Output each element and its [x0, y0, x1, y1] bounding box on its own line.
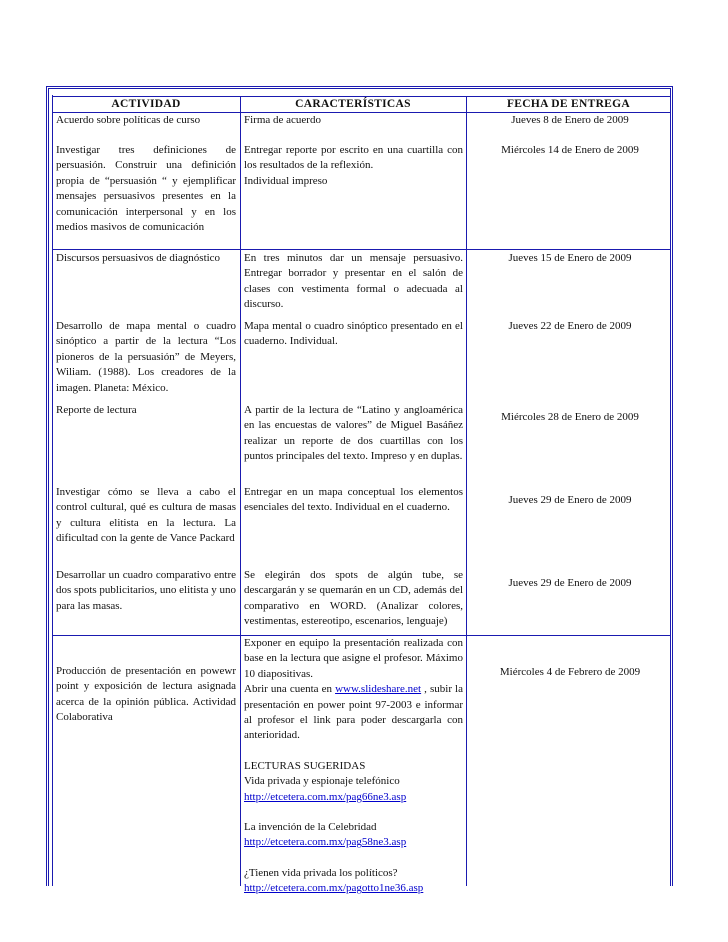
lectura-2-title: La invención de la Celebridad: [244, 821, 377, 834]
row-7-actividad: Desarrollar un cuadro comparativo entre dos spots publicitarios, uno elitista y uno para las masas.: [56, 569, 236, 612]
lectura-3-title: ¿Tienen vida privada los políticos?: [244, 866, 398, 879]
row-5-actividad: Reporte de lectura: [56, 404, 137, 416]
row-3-caracteristicas: En tres minutos dar un mensaje persuasivo. Entregar borrador y presentar en el salón de clases con vestimenta formal o adecuada al discurso.: [244, 252, 463, 311]
column-divider: [240, 96, 241, 886]
row-3-fecha: Jueves 15 de Enero de 2009: [508, 252, 632, 264]
row-8-fecha: Miércoles 4 de Febrero de 2009: [499, 666, 641, 678]
row-4-caracteristicas: Mapa mental o cuadro sinóptico presentado en el cuaderno. Individual.: [244, 320, 463, 348]
row-5-caracteristicas: A partir de la lectura de “Latino y angloamérica en las encuestas de valores” de Miguel Basáñez realizar un reporte de dos cuartillas con los puntos principales del texto. Impreso y en duplas.: [244, 404, 463, 463]
row-2-caracteristicas: [244, 143, 463, 189]
header-caracteristicas: CARACTERÍSTICAS: [295, 98, 411, 110]
row-1-actividad: Acuerdo sobre políticas de curso: [56, 114, 201, 126]
row-2-caracteristicas-text: Entregar reporte por escrito en una cuartilla con los resultados de la reflexión.: [244, 144, 463, 172]
row-8-exponer-text: Exponer en equipo la presentación realizada con base en la lectura que asigne el profesor. Máximo 10 diapositivas.: [244, 637, 463, 680]
header-fecha: FECHA DE ENTREGA: [506, 98, 630, 110]
header-actividad: ACTIVIDAD: [111, 98, 181, 110]
row-1-caracteristicas: Firma de acuerdo: [244, 114, 321, 126]
row-7-fecha: Jueves 29 de Enero de 2009: [508, 577, 632, 589]
row-8-caracteristicas: [244, 636, 463, 897]
row-2-fecha: Miércoles 14 de Enero de 2009: [501, 144, 639, 156]
row-1-fecha: Jueves 8 de Enero de 2009: [511, 114, 629, 126]
column-divider: [466, 96, 467, 886]
lectura-3-link[interactable]: http://etcetera.com.mx/pagotto1ne36.asp: [244, 882, 424, 895]
row-5-fecha: Miércoles 28 de Enero de 2009: [501, 411, 639, 423]
row-2-caracteristicas-extra: Individual impreso: [244, 174, 328, 187]
row-6-actividad: Investigar cómo se lleva a cabo el control cultural, qué es cultura de masas y cultura elitista en la lectura. La dificultad con la gente de Vance Packard: [56, 486, 236, 545]
lectura-2-link[interactable]: http://etcetera.com.mx/pag58ne3.asp: [244, 836, 407, 849]
lecturas-sugeridas-title: LECTURAS SUGERIDAS: [244, 759, 366, 772]
lectura-1-title: Vida privada y espionaje telefónico: [244, 775, 400, 788]
row-6-caracteristicas: Entregar en un mapa conceptual los elementos esenciales del texto. Individual en el cuaderno.: [244, 486, 463, 514]
row-8-actividad: Producción de presentación en powewr point y exposición de lectura asignada acerca de la opinión pública. Actividad Colaborativa: [56, 665, 236, 724]
row-8-slideshare-pre: Abrir una cuenta en: [244, 683, 336, 696]
row-8-slideshare-post: , subir la presentación en power point 97-2003 e informar al profesor el link para poder descargarla con anterioridad.: [244, 683, 463, 742]
row-4-actividad: Desarrollo de mapa mental o cuadro sinóptico a partir de la lectura “Los pioneros de la persuasión” de Meyers, Wiliam. (1988). Los creadores de la imagen. Planeta: México.: [56, 320, 236, 394]
row-7-caracteristicas: Se elegirán dos spots de algún tube, se descargarán y se quemarán en un CD, además del comparativo en WORD. (Analizar colores, vestimentas, estereotipo, escenarios, lenguaje): [244, 569, 463, 628]
slideshare-link[interactable]: www.slideshare.net: [335, 683, 422, 696]
row-2-actividad: Investigar tres definiciones de persuasión. Construir una definición propia de “persuasión “ y ejemplificar mensajes persuasivos presentes en la comunicación interpersonal y en los medios masivos de comunicación: [56, 144, 236, 234]
row-rule: [52, 249, 671, 250]
row-3-actividad: Discursos persuasivos de diagnóstico: [56, 252, 221, 264]
row-4-fecha: Jueves 22 de Enero de 2009: [508, 320, 632, 332]
row-8-slideshare-text: [244, 682, 463, 744]
lectura-1-link[interactable]: http://etcetera.com.mx/pag66ne3.asp: [244, 790, 407, 803]
row-6-fecha: Jueves 29 de Enero de 2009: [508, 494, 632, 506]
